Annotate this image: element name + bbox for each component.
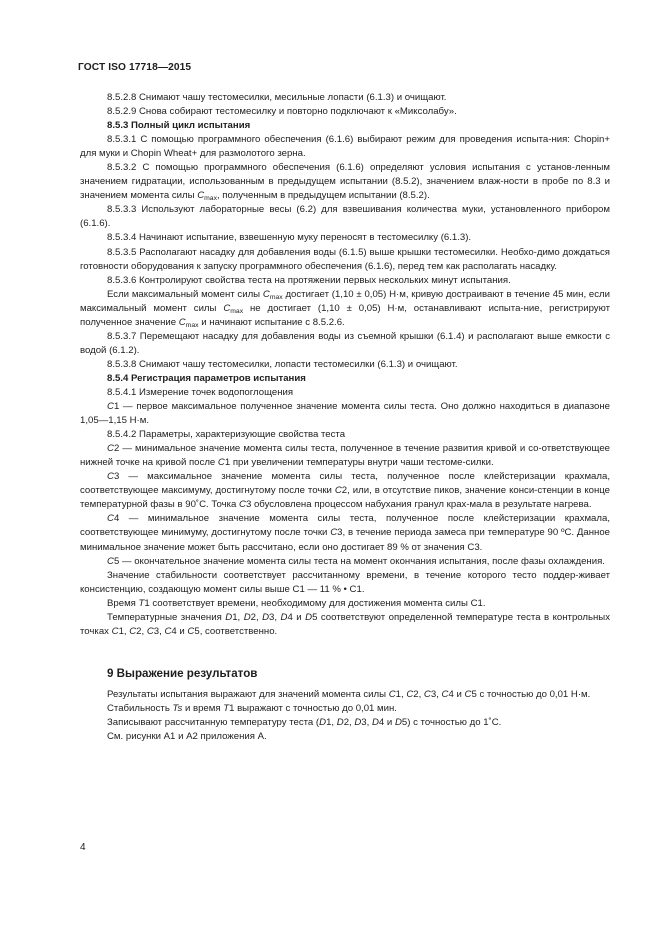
para-8-5-2-8: 8.5.2.8 Снимают чашу тестомесилки, месильные лопасти (6.1.3) и очищают. [107, 92, 447, 103]
para-8-5-2-9: 8.5.2.9 Снова собирают тестомесилку и повторно подключают к «Миксолабу». [107, 106, 457, 118]
para-temperature-record: Записывают рассчитанную температуру теста (D1, D2, D3, D4 и D5) с точностью до 1˚С. [107, 716, 502, 728]
para-stability: Значение стабильности соответствует рассчитанному времени, в течение которого тесто поддер-живает консистенцию, создающую момент силы выше С1 — 11 % • С1. [80, 569, 610, 595]
para-c2: C2 — минимальное значение момента силы теста, полученное в течение развития кривой и со-ответствующее нижней точке на кривой после C1 при увеличении температуры внутри чаши тестоме-силки. [80, 443, 610, 469]
para-8-5-3-2: 8.5.3.2 С помощью программного обеспечения (6.1.6) определяют условия испытания с установ-ленным значением гидратации, использованным в предыдущем испытании (8.5.2), значением влаж-ности в пробе по 8.3 и значением момента силы $C_{max}$, полученным в предыдущем испытании (8.5.2). [80, 162, 610, 203]
para-8-5-3-7: 8.5.3.7 Перемещают насадку для добавления воды из съемной крышки (6.1.4) и располагают выше емкости с водой (6.1.2). [80, 330, 610, 356]
para-8-5-3-8: 8.5.3.8 Снимают чашу тестомесилки, лопасти тестомесилки (6.1.3) и очищают. [107, 358, 458, 370]
heading-8-5-4 [80, 372, 610, 386]
para-cmax-condition: Если максимальный момент силы $C_{max}$ достигает (1,10 ± 0,05) Н·м, кривую достраивают в течение 45 мин, если максимальный момент силы $C_{max}$ не достигает (1,10 ± 0,05) Н·м, останавливают испыта-ние, регистрируют полученное значение $C_{max}$ и начинают испытание с 8.5.2.6. [80, 288, 611, 329]
para-8-5-4-2: 8.5.4.2 Параметры, характеризующие свойства теста [107, 429, 346, 441]
para-8-5-3-4: 8.5.3.4 Начинают испытание, взвешенную муку переносят в тестомесилку (6.1.3). [107, 232, 472, 244]
para-temperatures: Температурные значения D1, D2, D3, D4 и D5 соответствуют определенной температуре теста в контрольных точках C1, C2, C3, C4 и C5, соответственно. [80, 611, 610, 637]
para-results: Результаты испытания выражают для значений момента силы C1, C2, C3, C4 и C5 с точностью до 0,01 Н·м. [107, 688, 591, 700]
para-8-5-3-1: 8.5.3.1 С помощью программного обеспечения (6.1.6) выбирают режим для проведения испыта-ния: Chopin+ для муки и Chopin Wheat+ для размолотого зерна. [80, 134, 610, 160]
para-c4: C4 — минимальное значение момента силы теста, полученное после клейстеризации крахмала, соответствующее минимуму, достигнутому после точки C3, в течение периода замеса при температуре 90 ºС. Данное минимальное значение может быть рассчитано, если оно достигает 89 % от значения С3. [80, 513, 610, 553]
para-8-5-3-6: 8.5.3.6 Контролируют свойства теста на протяжении первых нескольких минут испытания. [107, 274, 511, 286]
para-see-figures: См. рисунки А1 и А2 приложения А. [107, 730, 267, 742]
para-time-t1: Время T1 соответствует времени, необходимому для достижения момента силы С1. [107, 597, 486, 609]
document-body [80, 91, 610, 744]
heading-8-5-4-text: 8.5.4 Регистрация параметров испытания [107, 372, 306, 384]
para-stability-precision: Стабильность Ts и время T1 выражают с точностью до 0,01 мин. [107, 702, 397, 714]
para-c5: C5 — окончательное значение момента силы теста на момент окончания испытания, после фазы охлаждения. [107, 555, 605, 567]
section-9-title: 9 Выражение результатов [107, 666, 258, 680]
document-header: ГОСТ ISO 17718—2015 [78, 62, 192, 73]
para-8-5-3-3: 8.5.3.3 Используют лабораторные весы (6.2) для взвешивания количества муки, установленного прибором (6.1.6). [80, 204, 610, 230]
section-spacer [80, 639, 610, 653]
page-number: 4 [80, 842, 86, 853]
para-8-5-4-1: 8.5.4.1 Измерение точек водопоглощения [107, 386, 294, 398]
para-c3: C3 — максимальное значение момента силы теста, полученное после клейстеризации крахмала, соответствующее максимуму, достигнутому после точки C2, или, в отсутствие пиков, значение конси-стенции в конце температурной фазы в 90˚С. Точка C3 обусловлена процессом набухания гранул крах-мала в результате нагрева. [80, 471, 610, 511]
para-c1: C1 — первое максимальное полученное значение момента силы теста. Оно должно находиться в диапазоне 1,05—1,15 Н·м. [80, 401, 610, 427]
heading-8-5-3 [80, 119, 610, 133]
heading-8-5-3-text: 8.5.3 Полный цикл испытания [107, 120, 251, 132]
para-8-5-3-5: 8.5.3.5 Располагают насадку для добавления воды (6.1.5) выше крышки тестомесилки. Необхо-димо дождаться готовности оборудования к запуску программного обеспечения (6.1.6), перед тем как располагать насадку. [80, 246, 610, 272]
